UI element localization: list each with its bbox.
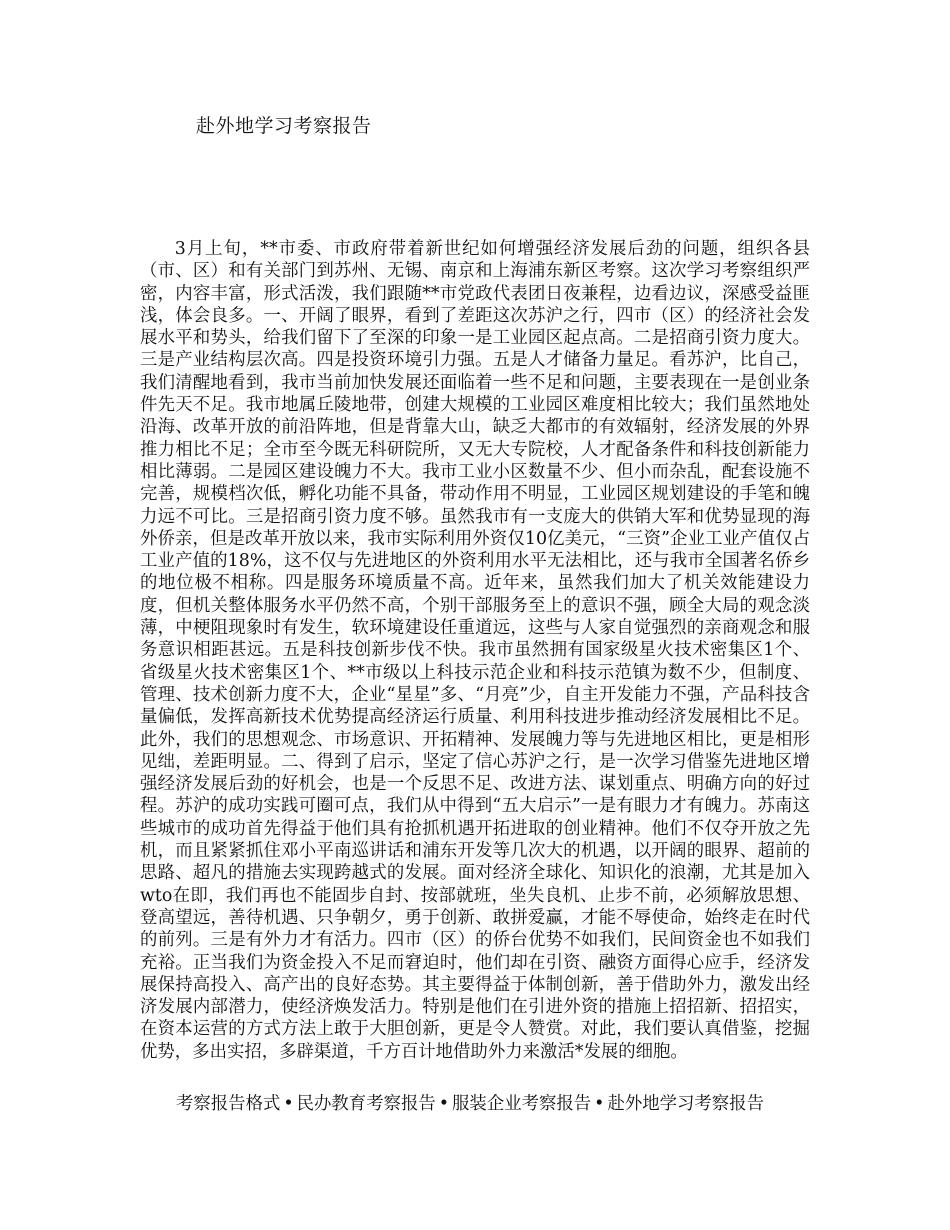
document-body: 3月上旬，**市委、市政府带着新世纪如何增强经济发展后劲的问题，组织各县（市、区）和有关部门到苏州、无锡、南京和上海浦东新区考察。这次学习考察组织严密，内容丰富，形式活泼，我们跟随**市党政代表团日夜兼程，边看边议，深感受益匪浅，体会良多。一、开阔了眼界，看到了差距这次苏沪之行，四市（区）的经济社会发展水平和势头，给我们留下了至深的印象一是工业园区起点高。二是招商引资力度大。三是产业结构层次高。四是投资环境引力强。五是人才储备力量足。看苏沪，比自己，我们清醒地看到，我市当前加快发展还面临着一些不足和问题，主要表现在一是创业条件先天不足。我市地属丘陵地带，创建大规模的工业园区难度相比较大；我们虽然地处沿海、改革开放的前沿阵地，但是背靠大山，缺乏大都市的有效辐射，经济发展的外界推力相比不足；全市至今既无科研院所，又无大专院校，人才配备条件和科技创新能力相比薄弱。二是园区建设魄力不大。我市工业小区数量不少、但小而杂乱，配套设施不完善，规模档次低，孵化功能不具备，带动作用不明显，工业园区规划建设的手笔和魄力远不可比。三是招商引资力度不够。虽然我市有一支庞大的供销大军和优势显现的海外侨亲，但是改革开放以来，我市实际利用外资仅10亿美元，“三资”企业工业产值仅占工业产值的18%，这不仅与先进地区的外资利用水平无法相比，还与我市全国著名侨乡的地位极不相称。四是服务环境质量不高。近年来，虽然我们加大了机关效能建设力度，但机关整体服务水平仍然不高，个别干部服务至上的意识不强，顾全大局的观念淡薄，中梗阻现象时有发生，软环境建设任重道远，这些与人家自觉强烈的亲商观念和服务意识相距甚远。五是科技创新步伐不快。我市虽然拥有国家级星火技术密集区1个、省级星火技术密集区1个、**市级以上科技示范企业和科技示范镇为数不少，但制度、管理、技术创新力度不大，企业“星星”多、“月亮”少，自主开发能力不强，产品科技含量偏低，发挥高新技术优势提高经济运行质量、利用科技进步推动经济发展相比不足。此外，我们的思想观念、市场意识、开拓精神、发展魄力等与先进地区相比，更是相形见绌，差距明显。二、得到了启示，坚定了信心苏沪之行，是一次学习借鉴先进地区增强经济发展后劲的好机会，也是一个反思不足、改进方法、谋划重点、明确方向的好过程。苏沪的成功实践可圈可点，我们从中得到“五大启示”一是有眼力才有魄力。苏南这些城市的成功首先得益于他们具有抢抓机遇开拓进取的创业精神。他们不仅夺开放之先机，而且紧紧抓住邓小平南巡讲话和浦东开发等几次大的机遇，以开阔的眼界、超前的思路、超凡的措施去实现跨越式的发展。面对经济全球化、知识化的浪潮，尤其是加入wto在即，我们再也不能固步自封、按部就班，坐失良机、止步不前，必须解放思想、登高望远，善待机遇、只争朝夕，勇于创新、敢拼爱赢，才能不辱使命，始终走在时代的前列。三是有外力才有活力。四市（区）的侨台优势不如我们，民间资金也不如我们充裕。正当我们为资金投入不足而窘迫时，他们却在引资、融资方面得心应手，经济发展保持高投入、高产出的良好态势。其主要得益于体制创新，善于借助外力，激发出经济发展内部潜力，使经济焕发活力。特别是他们在引进外资的措施上招招新、招招实，在资本运营的方式方法上敢于大胆创新，更是令人赞赏。对此，我们要认真借鉴，挖掘优势，多出实招，多辟渠道，千方百计地借助外力来激活*发展的细胞。	[140, 239, 810, 1062]
related-links	[176, 1093, 836, 1115]
related-link-3[interactable]: 服装企业考察报告	[452, 1094, 592, 1114]
related-separator: •	[283, 1094, 294, 1114]
related-link-4[interactable]: 赴外地学习考察报告	[607, 1094, 764, 1114]
related-link-2[interactable]: 民办教育考察报告	[296, 1094, 436, 1114]
related-separator: •	[438, 1094, 450, 1114]
related-link-1[interactable]: 考察报告格式	[176, 1094, 281, 1114]
document-title: 赴外地学习考察报告	[196, 115, 372, 137]
related-separator: •	[594, 1094, 605, 1114]
